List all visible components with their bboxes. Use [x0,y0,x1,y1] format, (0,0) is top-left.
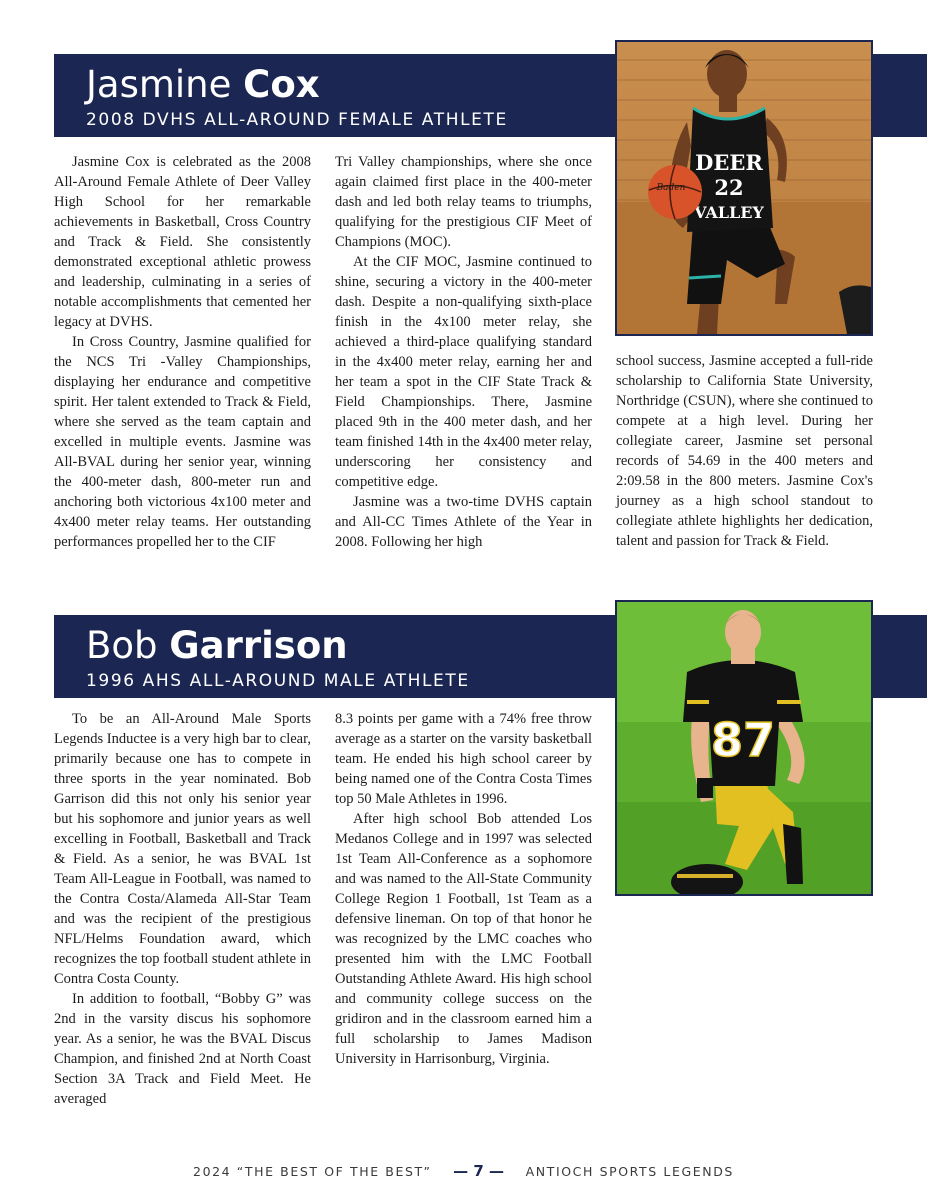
page-number: — 7 — [453,1162,505,1180]
article-column-2-cox [335,152,592,552]
athlete-photo-garrison [615,600,873,896]
last-name: Garrison [169,624,348,667]
first-name: Jasmine [86,63,232,106]
page-footer [0,1162,927,1180]
article-column-1-cox [54,152,311,552]
paragraph: To be an All-Around Male Sports Legends Inductee is a very high bar to clear, primarily because one has to compete in three sports in the year nominated. Bob Garrison did this not only his senior year but his sophomore and junior years as well excelling in Football, Basketball and Track & Field. As a senior, he was BVAL 1st Team All-League in Football, was named to the Contra Costa/Alameda All-Star Team and was the recipient of the prestigious NFL/Helms Foundation award, which recognizes the top football student athlete in Contra Costa County. [54,711,311,987]
jersey-line1: DEER [695,150,763,175]
athlete-name [86,63,320,107]
ball-label: Baden [656,183,686,193]
basketball-player-illustration [617,42,871,334]
athlete-award: 2008 DVHS ALL-AROUND FEMALE ATHLETE [86,110,508,130]
paragraph: In Cross Country, Jasmine qualified for the NCS Tri -Valley Championships, displaying her endurance and competitive spirit. Her talent extended to Track & Field, where she served as the team captain and excelled in multiple events. Jasmine was All-BVAL during her senior year, winning the 400-meter dash, 800-meter run and anchoring both victorious 4x100 meter and 4x400 meter relay teams. Her outstanding performances propelled her to the CIF [54,334,311,550]
footer-organization: ANTIOCH SPORTS LEGENDS [525,1164,734,1179]
article-column-3-cox [616,351,873,551]
football-player-illustration [617,602,871,894]
article-column-1-garrison [54,709,311,1109]
paragraph: After high school Bob attended Los Medanos College and in 1997 was selected 1st Team All-Conference as a sophomore and was named to the All-State Community College Region 1 Football, 1st Team as a defensive lineman. On top of that honor he was recognized by the LMC coaches who presented him with the LMC Football Outstanding Athlete Award. His high school and community college success on the gridiron and in the classroom earned him a full scholarship to James Madison University in Harrisonburg, Virginia. [335,811,592,1067]
jersey-number: 87 [710,713,776,767]
paragraph: Jasmine was a two-time DVHS captain and All-CC Times Athlete of the Year in 2008. Following her high [335,494,592,550]
athlete-award: 1996 AHS ALL-AROUND MALE ATHLETE [86,671,470,691]
paragraph: At the CIF MOC, Jasmine continued to shine, securing a victory in the 400-meter dash. Despite a non-qualifying sixth-place finish in the 4x100 meter relay, she achieved a third-place qualifying standard in the 4x400 meter relay, earning her and her team a spot in the CIF State Track & Field Championships. There, Jasmine placed 9th in the 400 meter dash, and her team finished 14th in the 4x400 meter relay, underscoring her consistency and competitive edge. [335,254,592,490]
paragraph-continued: school success, Jasmine accepted a full-ride scholarship to California State University, Northridge (CSUN), where she continued to compete at a high level. During her collegiate career, Jasmine set personal records of 54.69 in the 400 meters and 2:09.58 in the 800 meters. Jasmine Cox's journey as a high school standout to collegiate athlete highlights her dedication, talent and passion for Track & Field. [616,353,873,549]
jersey-line2: VALLEY [694,203,764,222]
paragraph: Jasmine Cox is celebrated as the 2008 All-Around Female Athlete of Deer Valley High School for her remarkable achievements in Basketball, Cross Country and Track & Field. She consistently demonstrated exceptional athletic prowess and leadership, culminating in a series of notable accomplishments that cemented her legacy at DVHS. [54,154,311,330]
first-name: Bob [86,624,158,667]
paragraph: In addition to football, “Bobby G” was 2nd in the varsity discus his sophomore year. As a senior, he was the BVAL Discus Champion, and finished 2nd at North Coast Section 3A Track and Field Meet. He averaged [54,991,311,1107]
athlete-photo-cox [615,40,873,336]
footer-publication: 2024 “THE BEST OF THE BEST” [193,1164,432,1179]
paragraph-continued: Tri Valley championships, where she once again claimed first place in the 400-meter dash and led both relay teams to triumphs, qualifying for the prestigious CIF Meet of Champions (MOC). [335,154,592,250]
jersey-number: 22 [714,175,744,200]
last-name: Cox [243,63,320,106]
athlete-name [86,624,348,668]
article-column-2-garrison [335,709,592,1069]
paragraph-continued: 8.3 points per game with a 74% free throw average as a starter on the varsity basketball team. He ended his high school career by being named one of the Contra Costa Times top 50 Male Athletes in 1996. [335,711,592,807]
